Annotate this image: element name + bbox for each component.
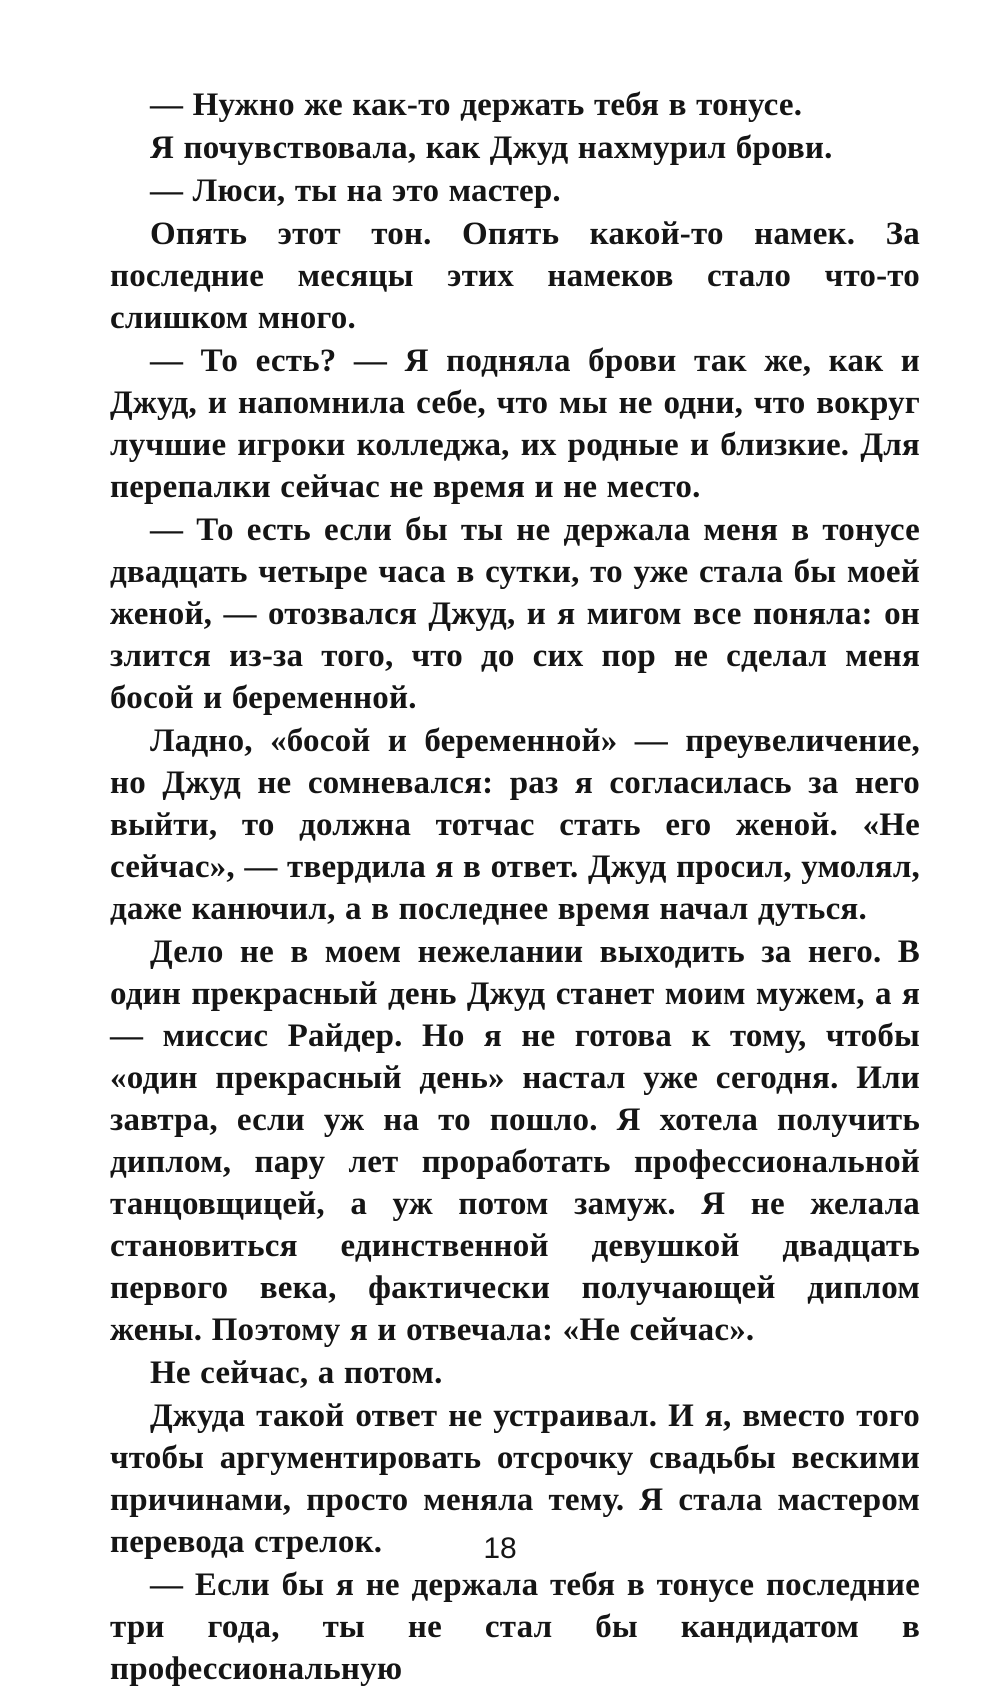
paragraph: — Если бы я не держала тебя в тонусе последние три года, ты не стал бы кандидатом в профессиональную (110, 1567, 920, 1687)
paragraph: Не сейчас, а потом. (150, 1355, 443, 1391)
paragraph: — Нужно же как-то держать тебя в тонусе. (150, 87, 803, 123)
paragraph: — То есть если бы ты не держала меня в тонусе двадцать четыре часа в сутки, то уже стала бы моей женой, — отозвался Джуд, и я мигом все поняла: он злится из-за того, что до сих пор не сделал меня босой и беременной. (110, 512, 920, 716)
paragraph: Дело не в моем нежелании выходить за него. В один прекрасный день Джуд станет моим мужем, а я — миссис Райдер. Но я не готова к тому, чтобы «один прекрасный день» настал уже сегодня. Или завтра, если уж на то пошло. Я хотела получить диплом, пару лет проработать профессиональной танцовщицей, а уж потом замуж. Я не желала становиться единственной девушкой двадцать первого века, фактически получающей диплом жены. Поэтому я и отвечала: «Не сейчас». (110, 934, 920, 1348)
paragraph: Я почувствовала, как Джуд нахмурил брови. (150, 130, 833, 166)
paragraph: Опять этот тон. Опять какой-то намек. За последние месяцы этих намеков стало что-то слишком много. (110, 216, 920, 336)
body-text (110, 84, 920, 1691)
paragraph: Джуда такой ответ не устраивал. И я, вместо того чтобы аргументировать отсрочку свадьбы вескими причинами, просто меняла тему. Я стала мастером перевода стрелок. (110, 1398, 920, 1560)
paragraph: — То есть? — Я подняла брови так же, как и Джуд, и напомнила себе, что мы не одни, что вокруг лучшие игроки колледжа, их родные и близкие. Для перепалки сейчас не время и не место. (110, 343, 920, 505)
paragraph: — Люси, ты на это мастер. (150, 173, 561, 209)
page-number: 18 (483, 1532, 517, 1565)
paragraph: Ладно, «босой и беременной» — преувеличение, но Джуд не сомневался: раз я согласилась за него выйти, то должна тотчас стать его женой. «Не сейчас», — твердила я в ответ. Джуд просил, умолял, даже канючил, а в последнее время начал дуться. (110, 723, 920, 927)
